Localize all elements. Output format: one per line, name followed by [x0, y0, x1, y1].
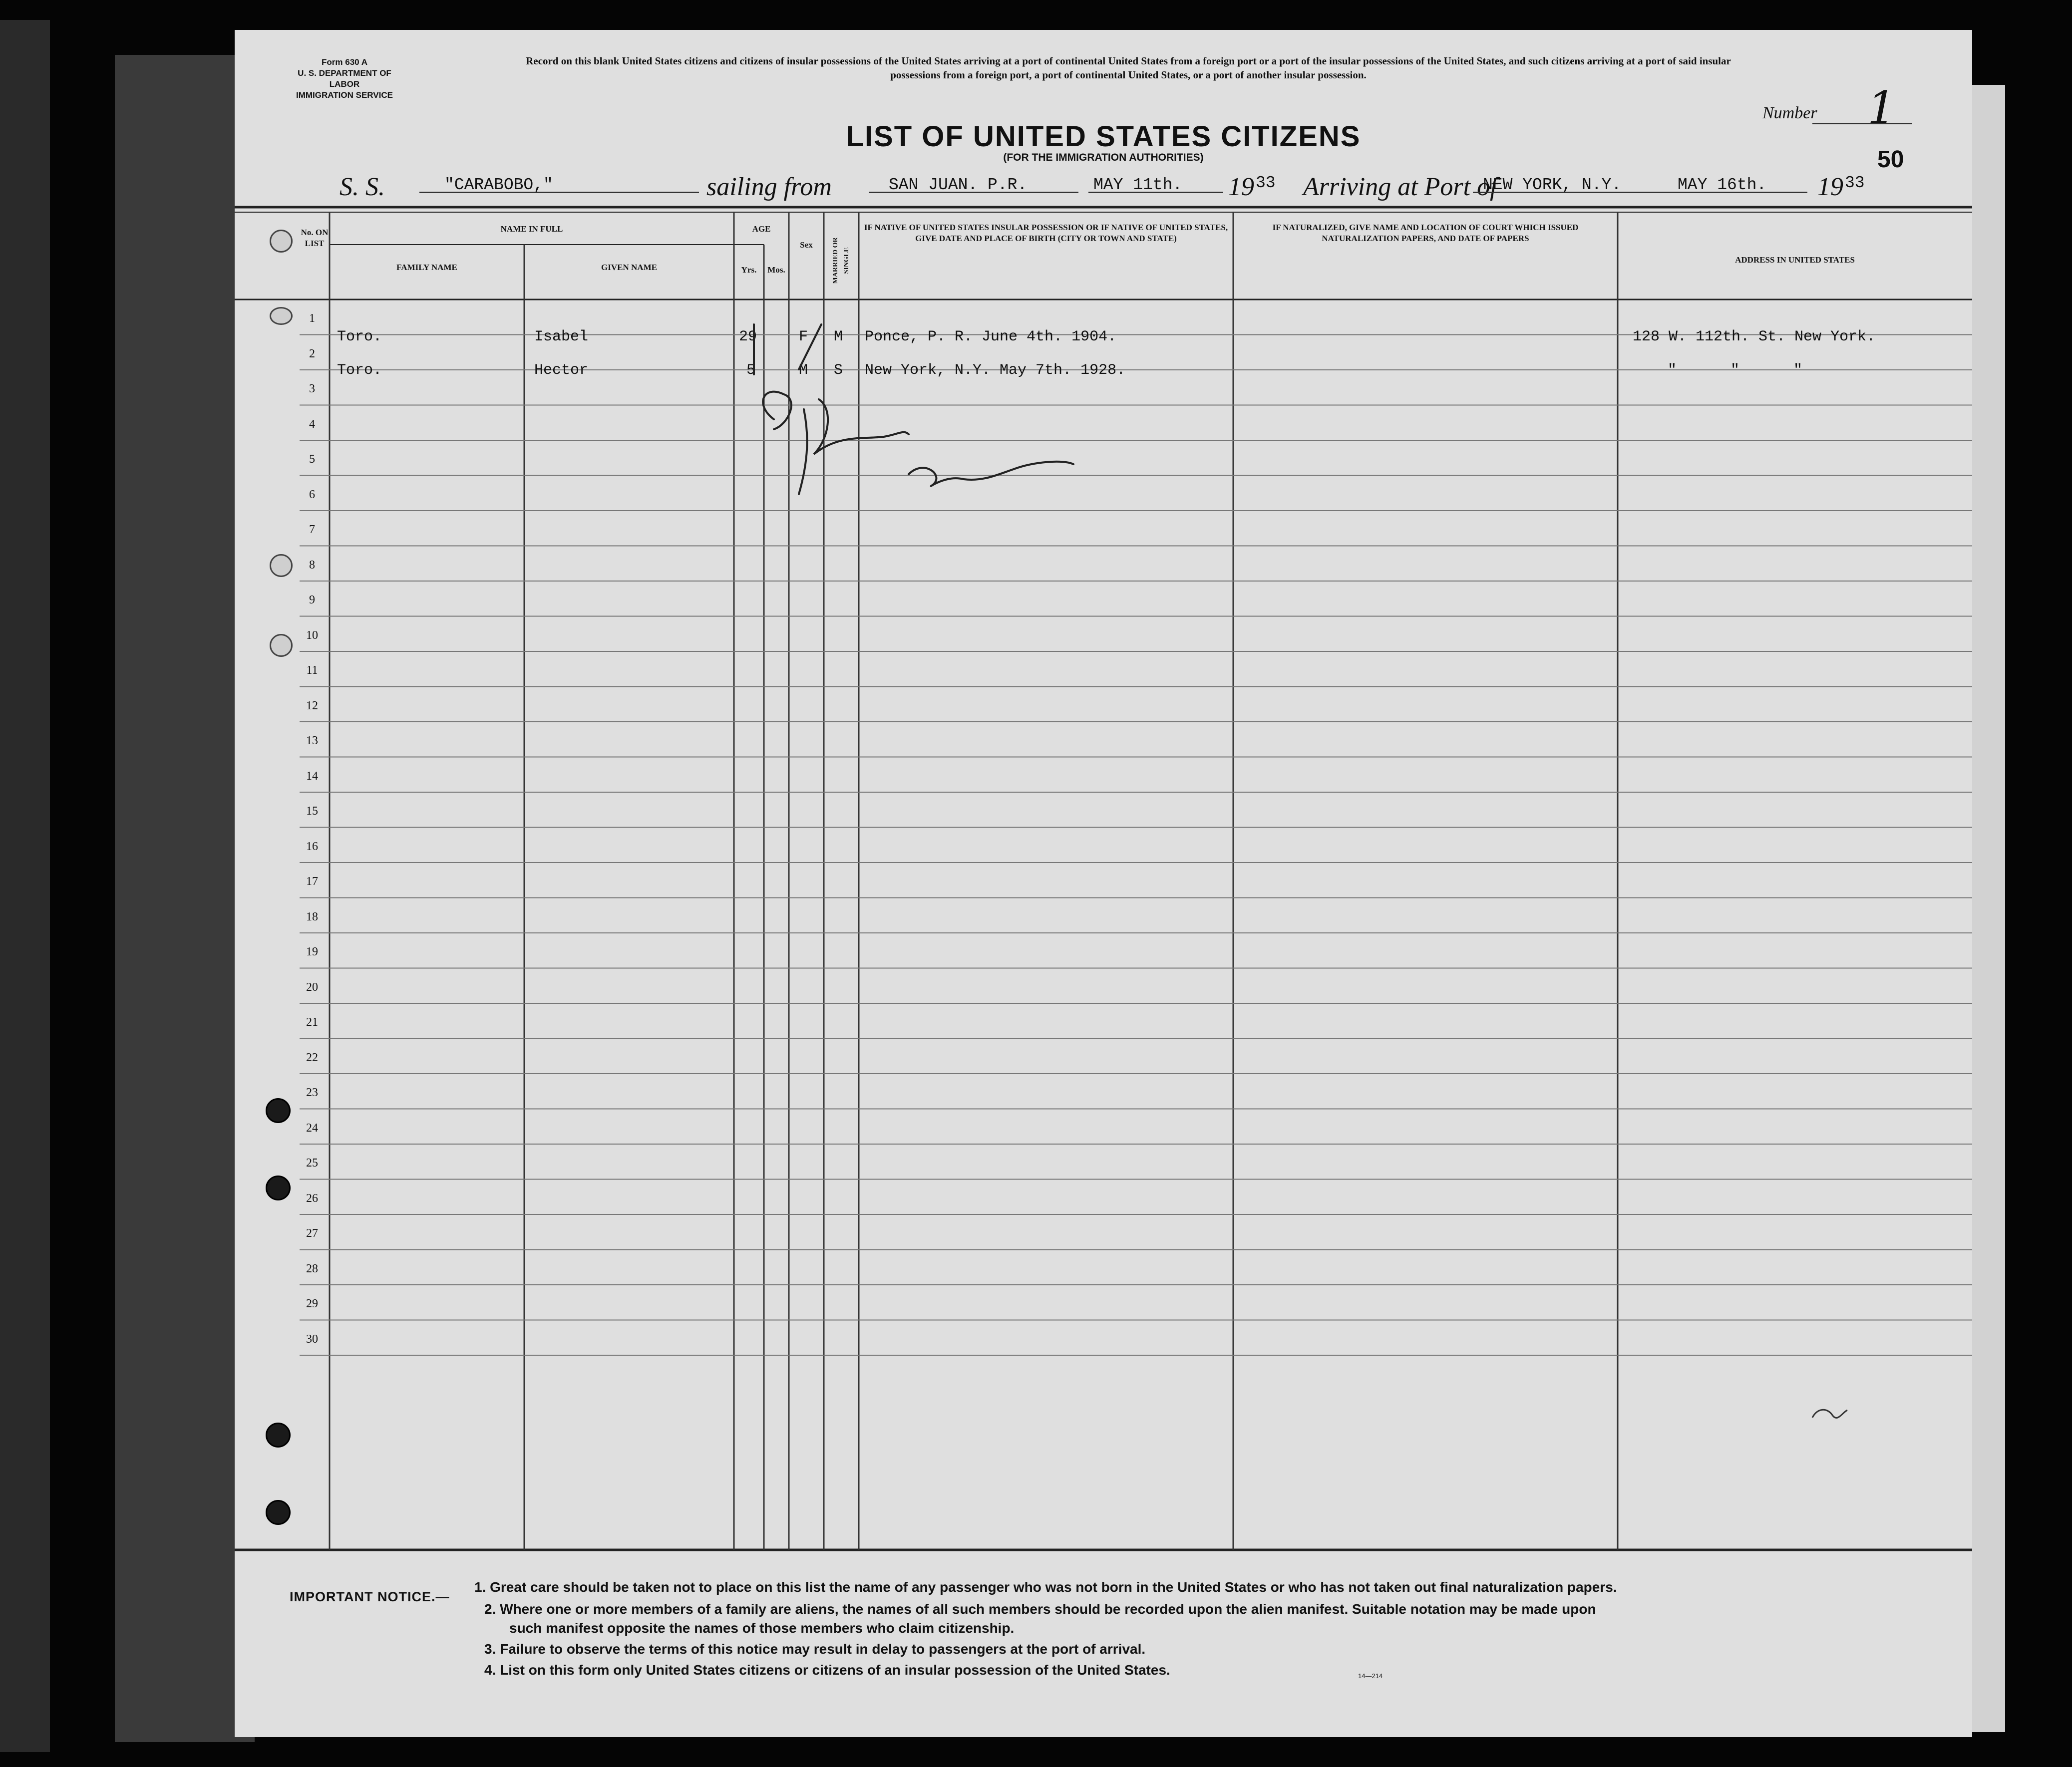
notice-item-2-cont: such manifest opposite the names of those members who claim citizenship. [509, 1620, 1015, 1636]
row-number: 26 [306, 1191, 318, 1205]
header-yrs: Yrs. [741, 265, 757, 275]
row-number: 23 [306, 1086, 318, 1099]
punch-hole [266, 1098, 291, 1123]
department: U. S. DEPARTMENT OF LABOR [298, 68, 391, 89]
punch-hole [270, 230, 293, 253]
header-birth: IF NATIVE OF UNITED STATES INSULAR POSSESSION OR IF NATIVE OF UNITED STATES, GIVE DATE AND PLACE OF BIRTH (CITY OR TOWN AND STATE) [864, 223, 1228, 243]
row-number: 13 [306, 734, 318, 747]
row2-birth: New York, N.Y. May 7th. 1928. [865, 362, 1126, 379]
header-name-in-full: NAME IN FULL [500, 224, 563, 234]
row-number: 1 [309, 312, 315, 325]
row-number: 6 [309, 488, 315, 501]
row2-age-years: 5 [746, 362, 756, 379]
manifest-page [235, 30, 1972, 1737]
header-given-name: GIVEN NAME [601, 263, 657, 272]
pencil-mark [1807, 1398, 1852, 1428]
row-number: 4 [309, 417, 315, 431]
from-port: SAN JUAN. P.R. [889, 176, 1028, 194]
header-sex: Sex [800, 240, 813, 250]
row-number: 16 [306, 840, 318, 853]
row-number: 3 [309, 382, 315, 395]
row-number: 24 [306, 1121, 318, 1135]
notice-heading: IMPORTANT NOTICE.— [290, 1589, 450, 1604]
row2-given-name: Hector [534, 362, 589, 379]
ship-name: "CARABOBO," [444, 176, 553, 194]
row-number: 22 [306, 1051, 318, 1064]
row-number: 18 [306, 910, 318, 923]
punch-hole [270, 634, 293, 657]
page-subtitle: (FOR THE IMMIGRATION AUTHORITIES) [1003, 152, 1204, 163]
notice-item-1: 1. Great care should be taken not to place on this list the name of any passenger who was not born in the United States or who has not taken out final naturalization papers. [474, 1579, 1617, 1595]
form-instructions: Record on this blank United States citizens and citizens of insular possessions of the United States arriving at a port of continental United States from a foreign port or a port of the insular possessions of the United States, and such citizens arriving at a port of said insular possessions from a foreign port, a port of continental United States, or a port of another insular possession. [526, 55, 1731, 81]
row1-sex: F [799, 328, 808, 345]
header-age: AGE [752, 224, 771, 234]
row2-family-name: Toro. [337, 362, 382, 379]
row-number: 27 [306, 1227, 318, 1240]
manifest-grid [235, 30, 1972, 1737]
arrival-year-prefix: 19 [1817, 173, 1843, 201]
notice-item-2: 2. Where one or more members of a family are aliens, the names of all such members should be recorded upon the alien manifest. Suitable notation may be made upon [484, 1601, 1596, 1617]
service: IMMIGRATION SERVICE [296, 90, 393, 100]
row-number: 14 [306, 769, 318, 783]
row-number: 20 [306, 980, 318, 994]
row-number: 19 [306, 945, 318, 958]
row-number: 15 [306, 805, 318, 818]
row2-marital: S [834, 362, 843, 379]
row-number: 8 [309, 558, 315, 572]
sailing-label: sailing from [706, 173, 832, 201]
header-naturalized: IF NATURALIZED, GIVE NAME AND LOCATION OF COURT WHICH ISSUED NATURALIZATION PAPERS, AND DATE OF PAPERS [1272, 223, 1579, 243]
row-number: 25 [306, 1157, 318, 1170]
row-number: 30 [306, 1332, 318, 1346]
row-number: 2 [309, 347, 315, 360]
scan-edge [0, 20, 50, 1752]
print-code: 14—214 [1358, 1672, 1383, 1680]
punch-hole [266, 1423, 291, 1448]
row1-family-name: Toro. [337, 328, 382, 345]
row-number: 9 [309, 593, 315, 606]
row1-birth: Ponce, P. R. June 4th. 1904. [865, 328, 1117, 345]
page-title: LIST OF UNITED STATES CITIZENS [846, 120, 1361, 153]
header-no: No. ON LIST [301, 228, 329, 248]
row-number: 5 [309, 453, 315, 466]
form-number: Form 630 A [322, 57, 367, 67]
row-number: 29 [306, 1297, 318, 1310]
sail-year-prefix: 19 [1228, 173, 1254, 201]
arrival-year: 33 [1845, 174, 1865, 192]
arriving-label: Arriving at Port of [1303, 173, 1497, 201]
punch-hole [270, 307, 293, 325]
notice-item-4: 4. List on this form only United States citizens or citizens of an insular possession of the United States. [484, 1662, 1170, 1678]
row-number: 11 [306, 664, 318, 677]
row2-sex: M [799, 362, 808, 379]
row-number: 12 [306, 699, 318, 712]
row1-age-years: 29 [739, 328, 757, 345]
punch-hole [270, 554, 293, 577]
header-married-single: MARRIED OR SINGLE [832, 237, 850, 284]
punch-hole [266, 1176, 291, 1200]
row-number: 21 [306, 1016, 318, 1029]
arrival-date: MAY 16th. [1678, 176, 1767, 194]
page-number: 50 [1877, 146, 1904, 173]
notice-item-3: 3. Failure to observe the terms of this notice may result in delay to passengers at the port of arrival. [484, 1641, 1146, 1657]
header-address: ADDRESS IN UNITED STATES [1735, 255, 1855, 265]
row-number: 17 [306, 875, 318, 888]
number-label: Number [1762, 104, 1817, 122]
punch-hole [266, 1500, 291, 1525]
row-number: 7 [309, 523, 315, 536]
ss-label: S. S. [340, 173, 385, 201]
back-sheet [115, 55, 255, 1742]
sail-date: MAY 11th. [1093, 176, 1183, 194]
row1-given-name: Isabel [534, 328, 589, 345]
row-number: 10 [306, 628, 318, 642]
number-value: 1 [1867, 82, 1896, 134]
sail-year: 33 [1256, 174, 1276, 192]
row1-marital: M [834, 328, 843, 345]
handwritten-annotation [734, 309, 1093, 519]
header-family-name: FAMILY NAME [396, 263, 457, 272]
header-mos: Mos. [767, 265, 785, 275]
row-number: 28 [306, 1262, 318, 1275]
row2-address: " " " [1668, 362, 1803, 379]
arrival-port: NEW YORK, N.Y. [1483, 176, 1622, 194]
row1-address: 128 W. 112th. St. New York. [1633, 328, 1876, 345]
